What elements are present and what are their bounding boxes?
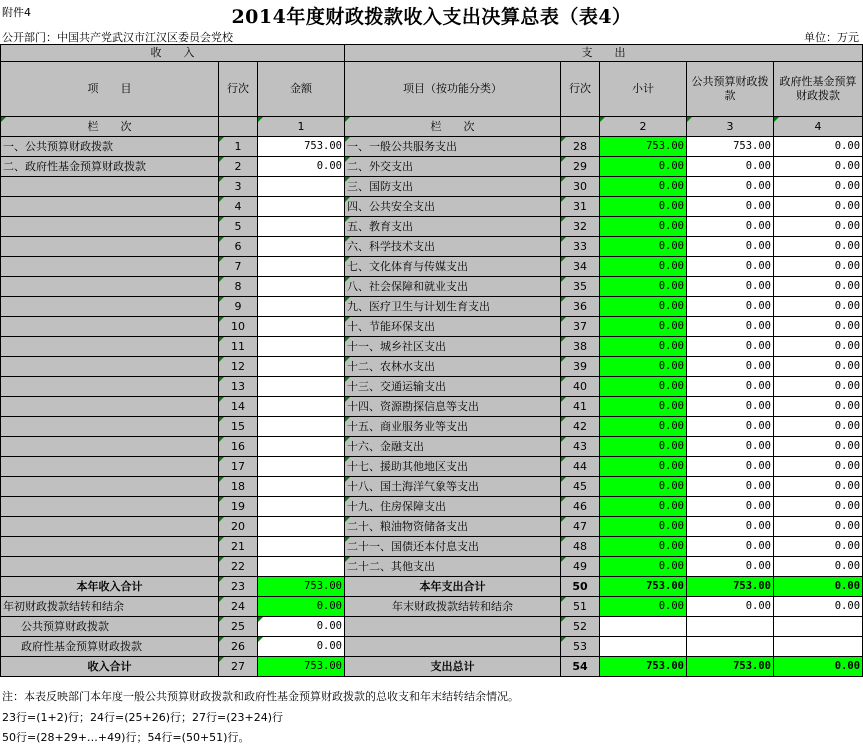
balance-row [1, 597, 863, 617]
table-row [1, 457, 863, 477]
gov-fund-label: 政府性基金预算财政拨款 [1, 637, 219, 657]
line-number: 41 [561, 397, 600, 417]
line-number: 45 [561, 477, 600, 497]
department-label: 公开部门：中国共产党武汉市江汉区委员会党校 [2, 31, 233, 44]
line-number: 3 [219, 177, 258, 197]
blank-cell [219, 117, 258, 137]
table-row [1, 317, 863, 337]
line-number: 37 [561, 317, 600, 337]
income-amount [258, 237, 345, 257]
budget-table [0, 44, 863, 677]
column-index-4: 4 [774, 117, 863, 137]
expense-subtotal: 0.00 [600, 177, 687, 197]
table-row [1, 437, 863, 457]
expense-subtotal: 0.00 [600, 477, 687, 497]
grand-total-row [1, 657, 863, 677]
expense-item-header: 项目（按功能分类） [345, 62, 561, 117]
begin-balance-label: 年初财政拨款结转和结余 [1, 597, 219, 617]
income-item: 二、政府性基金预算财政拨款 [1, 157, 219, 177]
income-amount [258, 377, 345, 397]
line-number: 35 [561, 277, 600, 297]
income-amount [258, 277, 345, 297]
expense-subtotal: 0.00 [600, 417, 687, 437]
expense-fund: 0.00 [774, 557, 863, 577]
line-number: 20 [219, 517, 258, 537]
expense-public: 0.00 [687, 497, 774, 517]
expense-fund: 0.00 [774, 477, 863, 497]
expense-fund: 0.00 [774, 457, 863, 477]
expense-public: 0.00 [687, 517, 774, 537]
attachment-label: 附件4 [2, 6, 31, 19]
income-item [1, 197, 219, 217]
section-header-row [1, 45, 863, 62]
expense-subtotal: 0.00 [600, 217, 687, 237]
expense-item: 七、文化体育与传媒支出 [345, 257, 561, 277]
expense-total-subtotal: 753.00 [600, 657, 687, 677]
expense-fund: 0.00 [774, 277, 863, 297]
blank-cell [600, 637, 687, 657]
line-number: 8 [219, 277, 258, 297]
expense-subtotal: 0.00 [600, 357, 687, 377]
expense-fund: 0.00 [774, 497, 863, 517]
table-row [1, 157, 863, 177]
line-number: 33 [561, 237, 600, 257]
income-item [1, 517, 219, 537]
line-number: 5 [219, 217, 258, 237]
table-row [1, 557, 863, 577]
table-row [1, 277, 863, 297]
income-amount [258, 497, 345, 517]
expense-column-label: 栏 次 [345, 117, 561, 137]
line-number: 34 [561, 257, 600, 277]
income-amount [258, 177, 345, 197]
blank-cell [561, 117, 600, 137]
line-number: 6 [219, 237, 258, 257]
expense-public: 0.00 [687, 337, 774, 357]
expense-item: 十、节能环保支出 [345, 317, 561, 337]
line-number: 2 [219, 157, 258, 177]
footnote-line: 23行=(1+2)行；24行=(25+26)行；27行=(23+24)行 [2, 710, 284, 724]
expense-subtotal: 0.00 [600, 237, 687, 257]
expense-subtotal: 0.00 [600, 517, 687, 537]
table-row [1, 357, 863, 377]
income-amount: 0.00 [258, 157, 345, 177]
public-budget-header: 公共预算财政拨款 [687, 62, 774, 117]
table-row [1, 237, 863, 257]
line-number: 30 [561, 177, 600, 197]
line-number: 48 [561, 537, 600, 557]
income-line-no-header: 行次 [219, 62, 258, 117]
line-number: 39 [561, 357, 600, 377]
line-number: 31 [561, 197, 600, 217]
income-item [1, 457, 219, 477]
table-row [1, 197, 863, 217]
income-amount [258, 517, 345, 537]
expense-subtotal: 0.00 [600, 437, 687, 457]
expense-subtotal: 0.00 [600, 497, 687, 517]
year-income-amount: 753.00 [258, 577, 345, 597]
expense-item: 十四、资源勘探信息等支出 [345, 397, 561, 417]
line-number: 53 [561, 637, 600, 657]
income-item [1, 257, 219, 277]
income-item [1, 497, 219, 517]
expense-public: 0.00 [687, 257, 774, 277]
line-number: 23 [219, 577, 258, 597]
line-number: 44 [561, 457, 600, 477]
expense-fund: 0.00 [774, 317, 863, 337]
line-number: 32 [561, 217, 600, 237]
income-item [1, 557, 219, 577]
expense-item: 十八、国土海洋气象等支出 [345, 477, 561, 497]
income-total-amount: 753.00 [258, 657, 345, 677]
expense-item: 一、一般公共服务支出 [345, 137, 561, 157]
expense-subtotal: 0.00 [600, 397, 687, 417]
income-amount-header: 金额 [258, 62, 345, 117]
expense-fund: 0.00 [774, 197, 863, 217]
line-number: 14 [219, 397, 258, 417]
expense-total-label: 支出总计 [345, 657, 561, 677]
expense-subtotal: 0.00 [600, 317, 687, 337]
expense-subtotal: 0.00 [600, 377, 687, 397]
income-item-header: 项 目 [1, 62, 219, 117]
income-item [1, 537, 219, 557]
blank-cell [774, 637, 863, 657]
line-number: 19 [219, 497, 258, 517]
public-budget-label: 公共预算财政拨款 [1, 617, 219, 637]
year-income-label: 本年收入合计 [1, 577, 219, 597]
public-budget-amount: 0.00 [258, 617, 345, 637]
table-row [1, 217, 863, 237]
expense-item: 十六、金融支出 [345, 437, 561, 457]
table-row [1, 397, 863, 417]
expense-section-header: 支 出 [345, 45, 863, 62]
expense-item: 三、国防支出 [345, 177, 561, 197]
expense-public: 0.00 [687, 277, 774, 297]
expense-fund: 0.00 [774, 137, 863, 157]
footnote-line: 50行=(28+29+…+49)行；54行=(50+51)行。 [2, 731, 250, 744]
footnote-line: 注：本表反映部门本年度一般公共预算财政拨款和政府性基金预算财政拨款的总收支和年末结转结余情况。 [2, 690, 519, 703]
public-budget-row [1, 617, 863, 637]
income-item [1, 317, 219, 337]
expense-public: 0.00 [687, 177, 774, 197]
expense-item: 九、医疗卫生与计划生育支出 [345, 297, 561, 317]
table-row [1, 537, 863, 557]
expense-fund: 0.00 [774, 177, 863, 197]
expense-total-fund: 0.00 [774, 657, 863, 677]
expense-public: 0.00 [687, 377, 774, 397]
expense-subtotal: 0.00 [600, 157, 687, 177]
line-number: 49 [561, 557, 600, 577]
column-index-1: 1 [258, 117, 345, 137]
expense-subtotal: 0.00 [600, 337, 687, 357]
line-number: 4 [219, 197, 258, 217]
year-expense-fund: 0.00 [774, 577, 863, 597]
income-item [1, 237, 219, 257]
gov-fund-amount: 0.00 [258, 637, 345, 657]
line-number: 50 [561, 577, 600, 597]
end-balance-public: 0.00 [687, 597, 774, 617]
column-index-2: 2 [600, 117, 687, 137]
line-number: 21 [219, 537, 258, 557]
line-number: 52 [561, 617, 600, 637]
expense-fund: 0.00 [774, 357, 863, 377]
line-number: 29 [561, 157, 600, 177]
expense-public: 0.00 [687, 417, 774, 437]
expense-item: 十七、援助其他地区支出 [345, 457, 561, 477]
line-number: 24 [219, 597, 258, 617]
expense-fund: 0.00 [774, 517, 863, 537]
income-amount [258, 337, 345, 357]
expense-item: 十二、农林水支出 [345, 357, 561, 377]
begin-balance-amount: 0.00 [258, 597, 345, 617]
line-number: 11 [219, 337, 258, 357]
expense-item: 五、教育支出 [345, 217, 561, 237]
line-number: 42 [561, 417, 600, 437]
column-index-row [1, 117, 863, 137]
expense-fund: 0.00 [774, 397, 863, 417]
blank-cell [774, 617, 863, 637]
line-number: 15 [219, 417, 258, 437]
line-number: 28 [561, 137, 600, 157]
income-amount [258, 417, 345, 437]
income-section-header: 收 入 [1, 45, 345, 62]
year-expense-subtotal: 753.00 [600, 577, 687, 597]
blank-cell [600, 617, 687, 637]
expense-public: 0.00 [687, 557, 774, 577]
income-amount [258, 297, 345, 317]
income-item [1, 217, 219, 237]
expense-item: 二十一、国债还本付息支出 [345, 537, 561, 557]
income-amount [258, 317, 345, 337]
table-row [1, 517, 863, 537]
line-number: 16 [219, 437, 258, 457]
line-number: 36 [561, 297, 600, 317]
table-row [1, 477, 863, 497]
income-amount [258, 397, 345, 417]
expense-public: 0.00 [687, 397, 774, 417]
line-number: 27 [219, 657, 258, 677]
income-column-label: 栏 次 [1, 117, 219, 137]
line-number: 17 [219, 457, 258, 477]
expense-fund: 0.00 [774, 377, 863, 397]
end-balance-subtotal: 0.00 [600, 597, 687, 617]
expense-public: 0.00 [687, 477, 774, 497]
end-balance-fund: 0.00 [774, 597, 863, 617]
income-amount [258, 197, 345, 217]
page-title: 2014年度财政拨款收入支出决算总表（表4） [231, 6, 632, 28]
income-total-label: 收入合计 [1, 657, 219, 677]
expense-item: 六、科学技术支出 [345, 237, 561, 257]
year-expense-public: 753.00 [687, 577, 774, 597]
line-number: 47 [561, 517, 600, 537]
gov-fund-header: 政府性基金预算财政拨款 [774, 62, 863, 117]
expense-item: 二十二、其他支出 [345, 557, 561, 577]
line-number: 1 [219, 137, 258, 157]
gov-fund-row [1, 637, 863, 657]
line-number: 7 [219, 257, 258, 277]
expense-item: 十三、交通运输支出 [345, 377, 561, 397]
table-row [1, 137, 863, 157]
line-number: 18 [219, 477, 258, 497]
expense-total-public: 753.00 [687, 657, 774, 677]
line-number: 26 [219, 637, 258, 657]
expense-public: 0.00 [687, 157, 774, 177]
expense-line-no-header: 行次 [561, 62, 600, 117]
expense-fund: 0.00 [774, 157, 863, 177]
income-item [1, 357, 219, 377]
column-header-row [1, 62, 863, 117]
income-item [1, 397, 219, 417]
blank-cell [687, 637, 774, 657]
expense-subtotal: 0.00 [600, 197, 687, 217]
expense-public: 0.00 [687, 297, 774, 317]
table-row [1, 337, 863, 357]
line-number: 51 [561, 597, 600, 617]
line-number: 9 [219, 297, 258, 317]
expense-item: 八、社会保障和就业支出 [345, 277, 561, 297]
expense-subtotal: 0.00 [600, 257, 687, 277]
expense-public: 0.00 [687, 237, 774, 257]
table-row [1, 417, 863, 437]
expense-public: 0.00 [687, 457, 774, 477]
expense-public: 0.00 [687, 317, 774, 337]
table-row [1, 497, 863, 517]
income-item [1, 297, 219, 317]
income-item [1, 417, 219, 437]
expense-fund: 0.00 [774, 437, 863, 457]
expense-public: 0.00 [687, 217, 774, 237]
expense-fund: 0.00 [774, 337, 863, 357]
end-balance-label: 年末财政拨款结转和结余 [345, 597, 561, 617]
expense-fund: 0.00 [774, 417, 863, 437]
line-number: 13 [219, 377, 258, 397]
line-number: 25 [219, 617, 258, 637]
expense-public: 0.00 [687, 537, 774, 557]
income-amount [258, 537, 345, 557]
column-index-3: 3 [687, 117, 774, 137]
line-number: 12 [219, 357, 258, 377]
expense-public: 0.00 [687, 197, 774, 217]
expense-subtotal: 0.00 [600, 557, 687, 577]
blank-cell [687, 617, 774, 637]
subtotal-header: 小计 [600, 62, 687, 117]
year-expense-label: 本年支出合计 [345, 577, 561, 597]
table-row [1, 297, 863, 317]
year-total-row [1, 577, 863, 597]
income-amount: 753.00 [258, 137, 345, 157]
income-item [1, 337, 219, 357]
expense-item: 二十、粮油物资储备支出 [345, 517, 561, 537]
income-amount [258, 477, 345, 497]
expense-item: 十九、住房保障支出 [345, 497, 561, 517]
expense-fund: 0.00 [774, 537, 863, 557]
income-amount [258, 457, 345, 477]
blank-cell [345, 617, 561, 637]
income-amount [258, 437, 345, 457]
expense-fund: 0.00 [774, 237, 863, 257]
income-item: 一、公共预算财政拨款 [1, 137, 219, 157]
income-amount [258, 257, 345, 277]
expense-item: 十一、城乡社区支出 [345, 337, 561, 357]
expense-subtotal: 0.00 [600, 457, 687, 477]
line-number: 40 [561, 377, 600, 397]
expense-public: 0.00 [687, 437, 774, 457]
expense-item: 二、外交支出 [345, 157, 561, 177]
expense-public: 753.00 [687, 137, 774, 157]
footnotes [2, 687, 519, 749]
expense-public: 0.00 [687, 357, 774, 377]
unit-label: 单位：万元 [804, 31, 859, 44]
income-item [1, 377, 219, 397]
line-number: 38 [561, 337, 600, 357]
income-amount [258, 557, 345, 577]
income-item [1, 177, 219, 197]
income-item [1, 477, 219, 497]
line-number: 10 [219, 317, 258, 337]
income-item [1, 277, 219, 297]
table-row [1, 377, 863, 397]
table-row [1, 257, 863, 277]
table-row [1, 177, 863, 197]
income-amount [258, 357, 345, 377]
expense-item: 十五、商业服务业等支出 [345, 417, 561, 437]
expense-fund: 0.00 [774, 297, 863, 317]
expense-item: 四、公共安全支出 [345, 197, 561, 217]
expense-fund: 0.00 [774, 257, 863, 277]
income-item [1, 437, 219, 457]
expense-subtotal: 0.00 [600, 537, 687, 557]
blank-cell [345, 637, 561, 657]
expense-fund: 0.00 [774, 217, 863, 237]
line-number: 43 [561, 437, 600, 457]
expense-subtotal: 0.00 [600, 277, 687, 297]
income-amount [258, 217, 345, 237]
line-number: 46 [561, 497, 600, 517]
expense-subtotal: 753.00 [600, 137, 687, 157]
line-number: 22 [219, 557, 258, 577]
line-number: 54 [561, 657, 600, 677]
expense-subtotal: 0.00 [600, 297, 687, 317]
